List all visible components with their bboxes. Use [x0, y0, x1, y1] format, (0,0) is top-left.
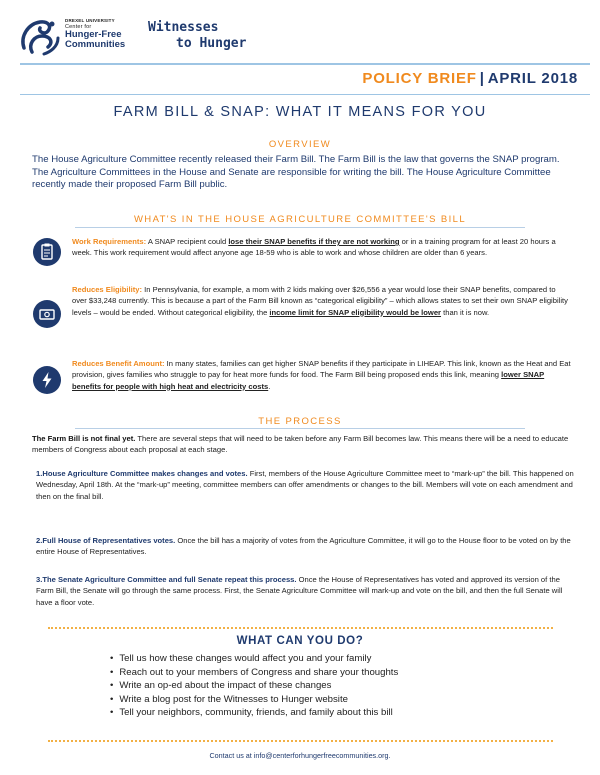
brief-type: POLICY BRIEF [362, 70, 477, 87]
overview-heading: OVERVIEW [268, 139, 332, 150]
bill-item-label: Work Requirements: [72, 237, 147, 246]
process-heading-rule [75, 428, 525, 429]
title-divider [20, 94, 590, 95]
bill-item-text: . [268, 381, 271, 391]
header-divider [20, 63, 590, 65]
org-line1: Center for [65, 24, 92, 30]
center-name [65, 18, 125, 50]
process-step-text: First, members of the House Agriculture Committee meet to “mark-up” the bill. This happened on Wednesday, April 18th. At the “mark-up” meeting, committee members can offer amendments or changes to the bill. Members will vote on each amendment and then on the final bill. [36, 469, 574, 501]
bill-item-emphasis: lose their SNAP benefits if they are not working [228, 237, 400, 246]
bill-item-emphasis: lower SNAP benefits for people with high heat and electricity costs [72, 370, 545, 391]
bill-item-label: Reduces Benefit Amount: [72, 359, 165, 368]
bill-item-text: In Pennsylvania, for example, a mom with 2 kids making over $26,556 a year would lose their SNAP benefits, compared to over $33,248 currently. This is because a part of the Farm Bill known as “categorical eligibility” – which allows states to set their own SNAP eligibility levels – would be ended. Without categorical eligibility, the [72, 285, 568, 317]
actions-list [110, 652, 398, 720]
bill-heading: WHAT'S IN THE HOUSE AGRICULTURE COMMITTEE'S BILL [133, 214, 467, 225]
list-item: • Write a blog post for the Witnesses to Hunger website [110, 693, 398, 707]
process-intro [32, 433, 577, 456]
actions-heading: WHAT CAN YOU DO? [236, 635, 364, 647]
bill-item-benefit [72, 358, 572, 392]
org-line3: Communities [65, 39, 126, 50]
list-item: • Tell us how these changes would affect you and your family [110, 652, 398, 666]
clipboard-icon [33, 238, 61, 266]
org-small-label: DREXEL UNIVERSITY [65, 18, 115, 23]
process-step-lead: 3.The Senate Agriculture Committee and full Senate repeat this process. [36, 575, 297, 584]
lightning-icon [33, 366, 61, 394]
bill-item-text: than it is now. [441, 307, 490, 317]
process-step-text: Once the bill has a majority of votes from the Agriculture Committee, it will go to the House floor to be voted on by the entire House of Representatives. [36, 536, 571, 557]
process-step-2 [36, 535, 576, 558]
witnesses-line2: to Hunger [176, 36, 247, 51]
list-item: • Write an op-ed about the impact of these changes [110, 679, 398, 693]
process-step-3 [36, 574, 576, 608]
actions-top-rule [48, 627, 553, 629]
actions-bottom-rule [48, 740, 553, 742]
bill-item-text: A SNAP recipient could [146, 237, 229, 246]
process-intro-bold: The Farm Bill is not final yet. [32, 434, 136, 443]
brief-separator: | [479, 70, 485, 87]
list-item: • Tell your neighbors, community, friends, and family about this bill [110, 706, 398, 720]
process-step-lead: 2.Full House of Representatives votes. [36, 536, 176, 545]
process-step-1 [36, 468, 576, 502]
bill-heading-rule [75, 227, 525, 228]
process-step-text: Once the House of Representatives has voted and approved its version of the Farm Bill, the Senate will go through the same process. First, the Senate Agriculture Committee will mark-up and vote on the bill, and then the full Senate will have a floor vote. [36, 575, 563, 607]
overview-text: The House Agriculture Committee recently released their Farm Bill. The Farm Bill is the law that governs the SNAP program. The Agriculture Committees in the House and Senate are responsible for writing the bill. The House Agriculture Committee recently made their proposed Farm Bill public. [32, 154, 560, 190]
org-line2: Hunger-Free [65, 29, 122, 40]
process-heading: THE PROCESS [258, 416, 342, 427]
header-logos [18, 12, 318, 60]
contact-line: Contact us at info@centerforhungerfreecommunities.org. [209, 751, 391, 760]
witnesses-logo [148, 20, 246, 52]
list-item: • Reach out to your members of Congress and share your thoughts [110, 666, 398, 680]
money-icon [33, 300, 61, 328]
bill-item-label: Reduces Eligibility: [72, 285, 143, 294]
page-title: FARM BILL & SNAP: WHAT IT MEANS FOR YOU [113, 104, 487, 120]
bill-item-eligibility [72, 284, 572, 318]
witnesses-line1: Witnesses [148, 20, 219, 35]
process-step-lead: 1.House Agriculture Committee makes changes and votes. [36, 469, 248, 478]
bill-item-text: or in a training program for at least 20 hours a week. This work requirement would affect anyone age 18-59 who is able to work and whose children are older than 6 years. [72, 237, 556, 258]
brief-date: APRIL 2018 [487, 70, 578, 87]
center-logo-icon [18, 14, 62, 58]
bill-item-text: In many states, families can get higher SNAP benefits if they participate in LIHEAP. This link, known as the Heat and Eat provision, gives families who struggle to pay for heat more funds for food. The Farm Bill being proposed ends this link, meaning [72, 359, 571, 380]
process-intro-text: There are several steps that will need to be taken before any Farm Bill becomes law. This means there will be a need to educate members of Congress about each proposal at each stage. [32, 434, 569, 455]
bill-item-work [72, 236, 572, 259]
bill-item-emphasis: income limit for SNAP eligibility would be lower [269, 307, 442, 317]
brief-label [362, 70, 578, 87]
